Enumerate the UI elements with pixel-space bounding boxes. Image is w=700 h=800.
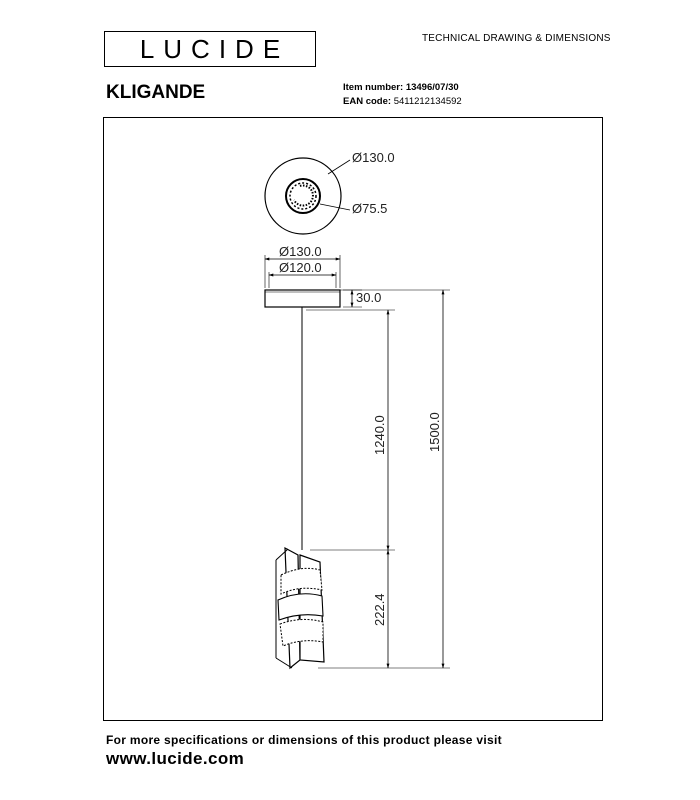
total-height: 1500.0	[427, 412, 442, 452]
product-name: KLIGANDE	[106, 82, 206, 103]
footer-info: For more specifications or dimensions of this product please visit	[106, 733, 502, 747]
canopy-inner-diameter: Ø120.0	[279, 260, 322, 275]
shade-height: 222.4	[372, 593, 387, 626]
ean-code-label: EAN code:	[343, 96, 392, 107]
item-number-label: Item number:	[343, 82, 404, 93]
canopy-dimensions	[265, 244, 340, 288]
top-view	[265, 150, 395, 234]
top-view-inner-diameter: Ø75.5	[352, 201, 388, 216]
document-type: TECHNICAL DRAWING & DIMENSIONS	[422, 33, 611, 44]
top-view-outer-circle	[265, 158, 341, 234]
ean-code-value: 5411212134592	[393, 96, 462, 107]
top-view-outer-diameter: Ø130.0	[352, 150, 395, 165]
cable-length: 1240.0	[372, 415, 387, 455]
footer-url-link[interactable]: www.lucide.com	[106, 749, 245, 768]
leader-line-outer	[328, 160, 350, 174]
item-number-value: 13496/07/30	[405, 82, 459, 93]
canopy-height: 30.0	[356, 290, 382, 305]
pendant-shade	[276, 548, 324, 668]
canopy-outer-diameter: Ø130.0	[279, 244, 322, 259]
canopy	[265, 290, 340, 307]
brand-logo-text: LUCIDE	[139, 33, 290, 64]
